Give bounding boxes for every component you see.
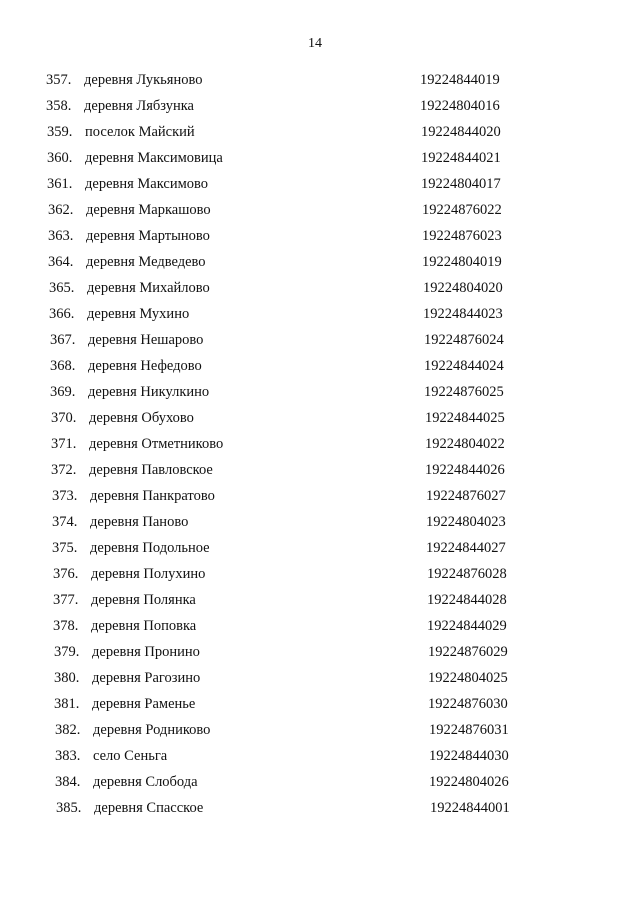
settlement-name: деревня Обухово xyxy=(89,410,194,426)
settlement-name: деревня Поповка xyxy=(91,618,197,634)
list-item xyxy=(6,486,640,512)
list-item xyxy=(6,538,640,564)
oktmo-code: 19224844027 xyxy=(426,540,506,556)
list-item xyxy=(7,616,640,642)
list-item xyxy=(4,330,640,356)
list-item xyxy=(1,148,640,174)
item-number: 385. xyxy=(56,800,82,816)
list-item xyxy=(2,252,640,278)
settlement-name: деревня Спасское xyxy=(94,800,204,816)
settlement-name: деревня Мухино xyxy=(87,306,190,322)
oktmo-code: 19224876029 xyxy=(428,644,508,660)
settlement-name: деревня Максимовица xyxy=(85,150,223,166)
item-number: 362. xyxy=(48,202,74,218)
list-item xyxy=(4,356,640,382)
oktmo-code: 19224804026 xyxy=(429,774,509,790)
item-number: 363. xyxy=(48,228,74,244)
item-number: 378. xyxy=(53,618,79,634)
oktmo-code: 19224876022 xyxy=(422,202,502,218)
item-number: 371. xyxy=(51,436,77,452)
oktmo-code: 19224844024 xyxy=(424,358,504,374)
oktmo-code: 19224844029 xyxy=(427,618,507,634)
list-item xyxy=(9,772,640,798)
item-number: 375. xyxy=(52,540,78,556)
settlement-name: деревня Нефедово xyxy=(88,358,202,374)
settlement-name: село Сеньга xyxy=(93,748,168,764)
settlement-name: деревня Лукьяново xyxy=(84,72,203,88)
item-number: 358. xyxy=(46,98,72,114)
oktmo-code: 19224804017 xyxy=(421,176,501,192)
oktmo-code: 19224844021 xyxy=(421,150,501,166)
item-number: 379. xyxy=(54,644,80,660)
oktmo-code: 19224844001 xyxy=(430,800,510,816)
oktmo-code: 19224876031 xyxy=(429,722,509,738)
settlement-list xyxy=(0,70,640,824)
oktmo-code: 19224844019 xyxy=(420,72,500,88)
item-number: 384. xyxy=(55,774,81,790)
item-number: 366. xyxy=(49,306,75,322)
list-item xyxy=(7,590,640,616)
list-item xyxy=(5,460,640,486)
item-number: 361. xyxy=(47,176,73,192)
list-item xyxy=(1,174,640,200)
list-item xyxy=(0,70,640,96)
oktmo-code: 19224876030 xyxy=(428,696,508,712)
oktmo-code: 19224844028 xyxy=(427,592,507,608)
settlement-name: деревня Лябзунка xyxy=(84,98,194,114)
settlement-name: деревня Раменье xyxy=(92,696,196,712)
settlement-name: деревня Медведево xyxy=(86,254,206,270)
item-number: 382. xyxy=(55,722,81,738)
item-number: 365. xyxy=(49,280,75,296)
settlement-name: деревня Отметниково xyxy=(89,436,224,452)
oktmo-code: 19224876025 xyxy=(424,384,504,400)
list-item xyxy=(1,122,640,148)
oktmo-code: 19224844025 xyxy=(425,410,505,426)
item-number: 377. xyxy=(53,592,79,608)
oktmo-code: 19224876027 xyxy=(426,488,506,504)
oktmo-code: 19224844020 xyxy=(421,124,501,140)
settlement-name: деревня Мартыново xyxy=(86,228,210,244)
list-item xyxy=(5,408,640,434)
list-item xyxy=(5,434,640,460)
oktmo-code: 19224844026 xyxy=(425,462,505,478)
settlement-name: деревня Павловское xyxy=(89,462,213,478)
item-number: 370. xyxy=(51,410,77,426)
oktmo-code: 19224844023 xyxy=(423,306,503,322)
item-number: 359. xyxy=(47,124,73,140)
list-item xyxy=(9,746,640,772)
list-item xyxy=(8,694,640,720)
list-item xyxy=(2,226,640,252)
list-item xyxy=(7,564,640,590)
settlement-name: деревня Нешарово xyxy=(88,332,204,348)
item-number: 368. xyxy=(50,358,76,374)
oktmo-code: 19224844030 xyxy=(429,748,509,764)
item-number: 376. xyxy=(53,566,79,582)
oktmo-code: 19224876028 xyxy=(427,566,507,582)
oktmo-code: 19224804016 xyxy=(420,98,500,114)
list-item xyxy=(8,668,640,694)
settlement-name: деревня Маркашово xyxy=(86,202,211,218)
item-number: 374. xyxy=(52,514,78,530)
page-number: 14 xyxy=(308,36,322,51)
item-number: 373. xyxy=(52,488,78,504)
settlement-name: деревня Максимово xyxy=(85,176,209,192)
list-item xyxy=(2,200,640,226)
oktmo-code: 19224876024 xyxy=(424,332,504,348)
oktmo-code: 19224804020 xyxy=(423,280,503,296)
list-item xyxy=(10,798,640,824)
item-number: 367. xyxy=(50,332,76,348)
oktmo-code: 19224804022 xyxy=(425,436,505,452)
settlement-name: деревня Никулкино xyxy=(88,384,210,400)
settlement-name: деревня Подольное xyxy=(90,540,210,556)
settlement-name: деревня Слобода xyxy=(93,774,198,790)
settlement-name: деревня Паново xyxy=(90,514,189,530)
item-number: 357. xyxy=(46,72,72,88)
list-item xyxy=(8,642,640,668)
item-number: 380. xyxy=(54,670,80,686)
list-item xyxy=(4,382,640,408)
settlement-name: деревня Полянка xyxy=(91,592,196,608)
item-number: 364. xyxy=(48,254,74,270)
settlement-name: деревня Панкратово xyxy=(90,488,215,504)
item-number: 383. xyxy=(55,748,81,764)
settlement-name: деревня Пронино xyxy=(92,644,200,660)
list-item xyxy=(3,278,640,304)
oktmo-code: 19224804025 xyxy=(428,670,508,686)
item-number: 360. xyxy=(47,150,73,166)
settlement-name: деревня Родниково xyxy=(93,722,211,738)
item-number: 381. xyxy=(54,696,80,712)
oktmo-code: 19224876023 xyxy=(422,228,502,244)
item-number: 369. xyxy=(50,384,76,400)
settlement-name: деревня Михайлово xyxy=(87,280,210,296)
item-number: 372. xyxy=(51,462,77,478)
list-item xyxy=(9,720,640,746)
oktmo-code: 19224804023 xyxy=(426,514,506,530)
oktmo-code: 19224804019 xyxy=(422,254,502,270)
list-item xyxy=(0,96,640,122)
settlement-name: деревня Полухино xyxy=(91,566,206,582)
list-item xyxy=(6,512,640,538)
settlement-name: поселок Майский xyxy=(85,124,195,140)
list-item xyxy=(3,304,640,330)
settlement-name: деревня Рагозино xyxy=(92,670,201,686)
